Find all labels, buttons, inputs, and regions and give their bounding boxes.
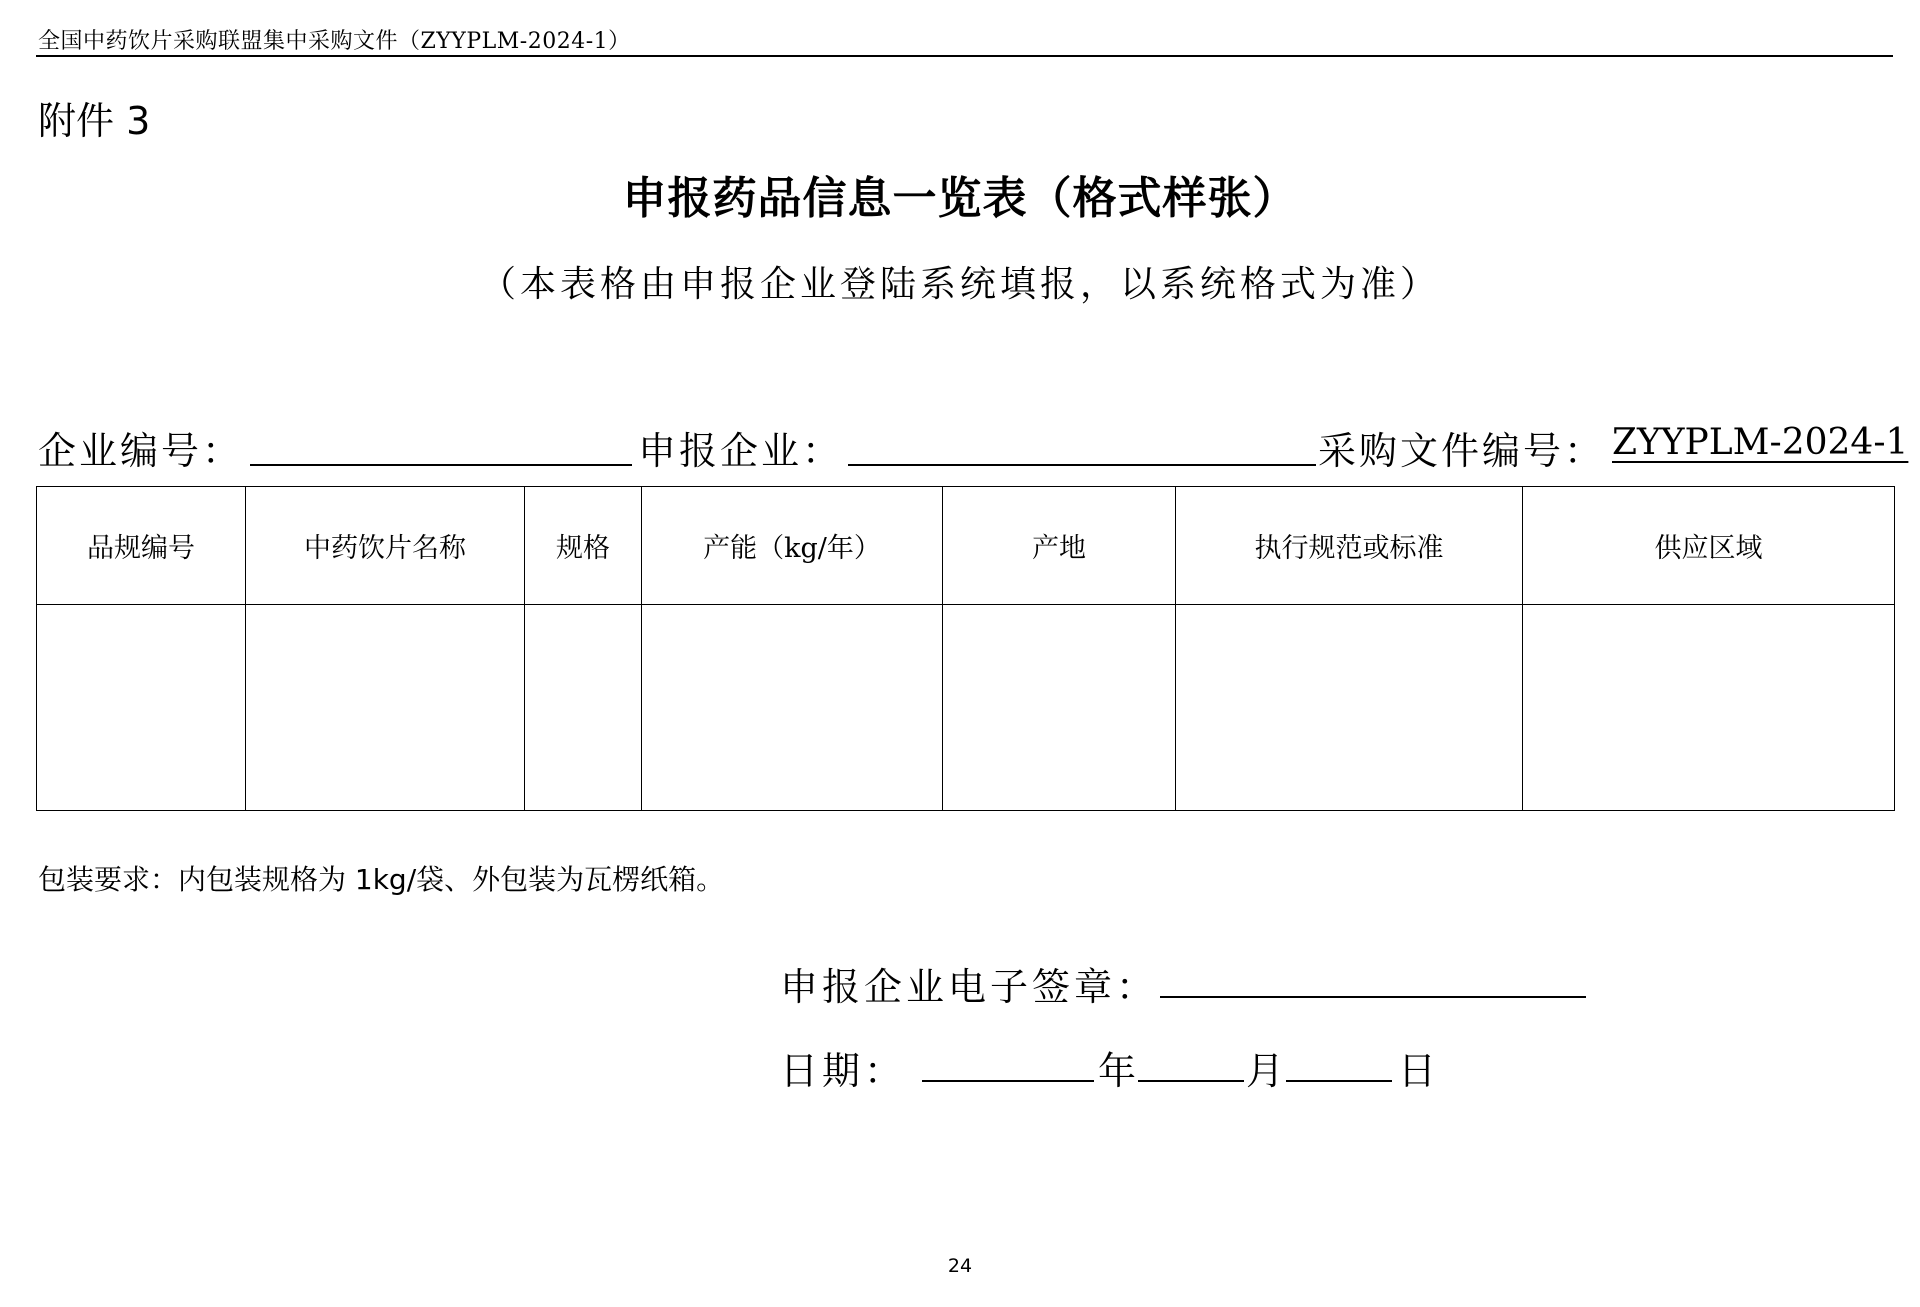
procurement-doc-no-label: 采购文件编号： (1318, 429, 1606, 473)
year-label: 年 (1098, 1049, 1141, 1093)
page-number: 24 (947, 1255, 973, 1277)
col-header-spec-code: 品规编号 (37, 487, 246, 605)
document-subtitle: （本表格由申报企业登陆系统填报，以系统格式为准） (479, 264, 1440, 305)
table-header-row (37, 487, 1895, 605)
table-cell[interactable] (37, 605, 246, 811)
col-header-supply-region: 供应区域 (1523, 487, 1895, 605)
col-header-specification: 规格 (525, 487, 642, 605)
month-blank[interactable] (1138, 1080, 1244, 1082)
drug-info-table (36, 486, 1895, 811)
seal-label: 申报企业电子签章： (780, 965, 1159, 1009)
company-code-blank[interactable] (250, 464, 632, 466)
month-label: 月 (1246, 1049, 1289, 1093)
day-blank[interactable] (1286, 1080, 1392, 1082)
col-header-standard: 执行规范或标准 (1176, 487, 1523, 605)
table-cell[interactable] (1176, 605, 1523, 811)
header-divider (36, 55, 1893, 57)
col-header-origin: 产地 (943, 487, 1176, 605)
col-header-capacity: 产能（kg/年） (642, 487, 943, 605)
col-header-herb-name: 中药饮片名称 (246, 487, 525, 605)
procurement-doc-no-value: ZYYPLM-2024-1 (1612, 422, 1909, 463)
table-cell[interactable] (1523, 605, 1895, 811)
packaging-note: 包装要求：内包装规格为 1kg/袋、外包装为瓦楞纸箱。 (38, 863, 725, 896)
seal-blank[interactable] (1160, 996, 1586, 998)
table-cell[interactable] (642, 605, 943, 811)
table-row (37, 605, 1895, 811)
table-cell[interactable] (246, 605, 525, 811)
declaring-company-label: 申报企业： (638, 429, 844, 473)
document-title: 申报药品信息一览表（格式样张） (622, 173, 1298, 224)
table-cell[interactable] (525, 605, 642, 811)
declaring-company-blank[interactable] (848, 464, 1316, 466)
running-header: 全国中药饮片采购联盟集中采购文件（ZYYPLM-2024-1） (38, 29, 631, 54)
table-cell[interactable] (943, 605, 1176, 811)
attachment-label: 附件 3 (38, 99, 151, 143)
day-label: 日 (1398, 1049, 1441, 1093)
company-code-label: 企业编号： (38, 429, 244, 473)
year-blank[interactable] (922, 1080, 1094, 1082)
date-label: 日期： (780, 1049, 907, 1093)
